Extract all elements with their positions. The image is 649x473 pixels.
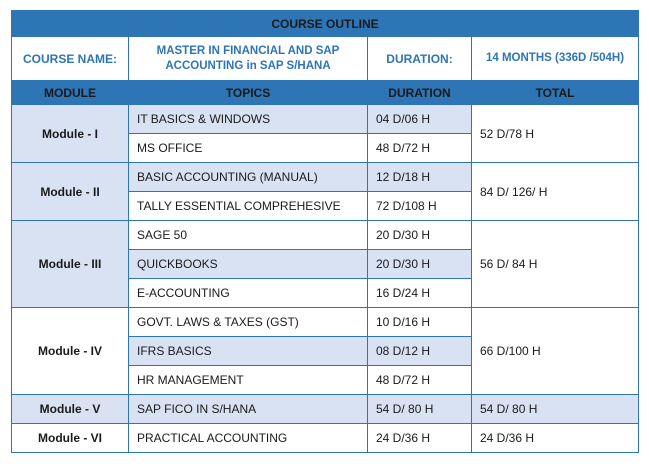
topic-duration-cell: 04 D/06 H	[368, 105, 472, 134]
topic-duration-cell: 08 D/12 H	[368, 337, 472, 366]
module-total-cell: 84 D/ 126/ H	[472, 163, 639, 221]
topic-cell: MS OFFICE	[129, 134, 368, 163]
duration-value: 14 MONTHS (336D /504H)	[472, 37, 639, 81]
module-table-body	[12, 105, 639, 453]
module-name: Module - V	[12, 395, 129, 424]
course-name-line-1: MASTER IN FINANCIAL AND SAP	[156, 44, 340, 57]
module-name: Module - III	[12, 221, 129, 308]
table-row	[12, 105, 639, 134]
module-total-cell: 56 D/ 84 H	[472, 221, 639, 308]
topic-cell: BASIC ACCOUNTING (MANUAL)	[129, 163, 368, 192]
module-name: Module - I	[12, 105, 129, 163]
course-outline-table	[11, 10, 639, 453]
module-total-cell: 66 D/100 H	[472, 308, 639, 395]
module-total-cell: 24 D/36 H	[472, 424, 639, 453]
topic-cell: TALLY ESSENTIAL COMPREHESIVE	[129, 192, 368, 221]
table-row	[12, 221, 639, 250]
topic-cell: IFRS BASICS	[129, 337, 368, 366]
topic-duration-cell: 12 D/18 H	[368, 163, 472, 192]
column-header-module: MODULE	[12, 81, 129, 105]
topic-duration-cell: 48 D/72 H	[368, 134, 472, 163]
topic-duration-cell: 16 D/24 H	[368, 279, 472, 308]
topic-duration-cell: 20 D/30 H	[368, 250, 472, 279]
topic-cell: GOVT. LAWS & TAXES (GST)	[129, 308, 368, 337]
column-header-topics: TOPICS	[129, 81, 368, 105]
topic-duration-cell: 48 D/72 H	[368, 366, 472, 395]
table-row	[12, 308, 639, 337]
topic-duration-cell: 24 D/36 H	[368, 424, 472, 453]
duration-label: DURATION:	[368, 37, 472, 81]
topic-cell: HR MANAGEMENT	[129, 366, 368, 395]
table-row	[12, 163, 639, 192]
topic-duration-cell: 20 D/30 H	[368, 221, 472, 250]
table-title: COURSE OUTLINE	[12, 11, 639, 37]
topic-duration-cell: 10 D/16 H	[368, 308, 472, 337]
module-name: Module - II	[12, 163, 129, 221]
column-header-total: TOTAL	[472, 81, 639, 105]
topic-duration-cell: 54 D/ 80 H	[368, 395, 472, 424]
topic-cell: IT BASICS & WINDOWS	[129, 105, 368, 134]
module-total-cell: 52 D/78 H	[472, 105, 639, 163]
column-header-duration: DURATION	[368, 81, 472, 105]
module-name: Module - VI	[12, 424, 129, 453]
module-total-cell: 54 D/ 80 H	[472, 395, 639, 424]
table-row	[12, 424, 639, 453]
topic-duration-cell: 72 D/108 H	[368, 192, 472, 221]
course-name-value	[129, 37, 368, 81]
topic-cell: PRACTICAL ACCOUNTING	[129, 424, 368, 453]
table-row	[12, 395, 639, 424]
topic-cell: E-ACCOUNTING	[129, 279, 368, 308]
topic-cell: SAGE 50	[129, 221, 368, 250]
course-name-label: COURSE NAME:	[12, 37, 129, 81]
module-name: Module - IV	[12, 308, 129, 395]
topic-cell: SAP FICO IN S/HANA	[129, 395, 368, 424]
topic-cell: QUICKBOOKS	[129, 250, 368, 279]
course-name-line-2: ACCOUNTING in SAP S/HANA	[165, 59, 331, 72]
